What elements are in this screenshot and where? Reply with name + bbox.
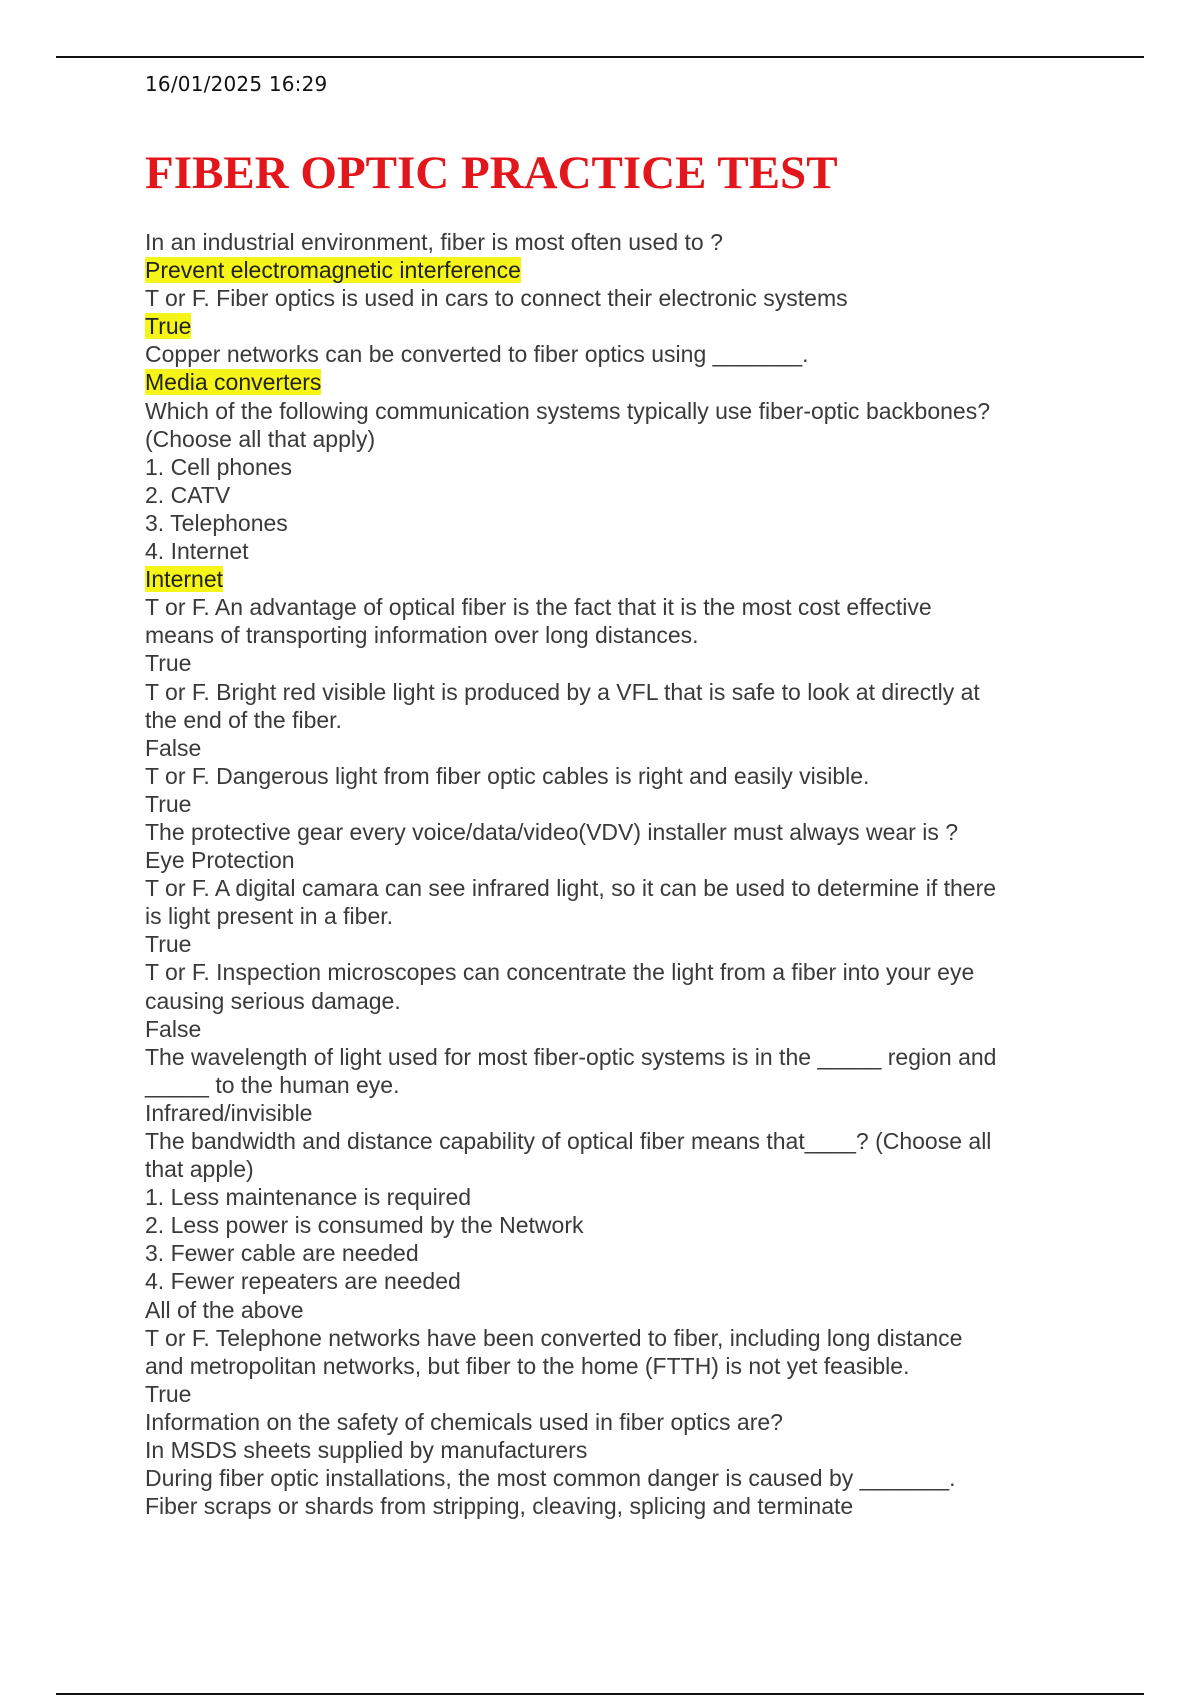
- line-text: T or F. Fiber optics is used in cars to connect their electronic systems: [145, 285, 848, 312]
- text-line: [145, 1071, 1145, 1099]
- text-line: [145, 649, 1145, 677]
- text-line: [145, 1239, 1145, 1267]
- line-text: True: [145, 790, 192, 817]
- line-text: False: [145, 1015, 202, 1042]
- text-line: [145, 987, 1145, 1015]
- text-line: [145, 678, 1145, 706]
- text-line: [145, 621, 1145, 649]
- line-text: T or F. Dangerous light from fiber optic cables is right and easily visible.: [145, 762, 870, 789]
- line-text: 2. Less power is consumed by the Network: [145, 1212, 584, 1239]
- text-line: [145, 902, 1145, 930]
- line-text: Eye Protection: [145, 847, 295, 874]
- footer-rule: [56, 1693, 1144, 1695]
- highlighted-answer-line: [145, 312, 1145, 340]
- text-line: [145, 930, 1145, 958]
- answer-highlight: Internet: [145, 566, 223, 593]
- highlighted-answer-line: [145, 368, 1145, 396]
- answer-highlight: Media converters: [145, 369, 322, 396]
- line-text: During fiber optic installations, the most common danger is caused by _______.: [145, 1465, 956, 1492]
- text-line: [145, 509, 1145, 537]
- line-text: (Choose all that apply): [145, 425, 376, 452]
- line-text: False: [145, 734, 202, 761]
- line-text: _____ to the human eye.: [145, 1071, 400, 1098]
- highlighted-answer-line: [145, 565, 1145, 593]
- line-text: In an industrial environment, fiber is most often used to ?: [145, 229, 723, 255]
- text-line: [145, 1015, 1145, 1043]
- text-line: [145, 790, 1145, 818]
- text-line: [145, 762, 1145, 790]
- text-line: [145, 874, 1145, 902]
- text-line: [145, 1408, 1145, 1436]
- text-line: [145, 1352, 1145, 1380]
- text-line: [145, 818, 1145, 846]
- line-text: T or F. A digital camara can see infrared light, so it can be used to determine if there: [145, 875, 997, 902]
- text-line: [145, 1464, 1145, 1492]
- text-line: [145, 706, 1145, 734]
- text-line: [145, 1211, 1145, 1239]
- text-line: [145, 1183, 1145, 1211]
- text-line: [145, 1380, 1145, 1408]
- line-text: 3. Telephones: [145, 509, 288, 536]
- line-text: 1. Cell phones: [145, 453, 293, 480]
- line-text: Copper networks can be converted to fiber optics using _______.: [145, 341, 809, 368]
- text-line: [145, 228, 1145, 256]
- line-text: True: [145, 931, 192, 958]
- text-line: [145, 1267, 1145, 1295]
- line-text: Which of the following communication systems typically use fiber-optic backbones?: [145, 397, 990, 424]
- text-line: [145, 1043, 1145, 1071]
- line-text: 4. Fewer repeaters are needed: [145, 1268, 461, 1295]
- line-text: The protective gear every voice/data/video(VDV) installer must always wear is ?: [145, 818, 959, 845]
- line-text: 2. CATV: [145, 481, 231, 508]
- text-line: [145, 1324, 1145, 1352]
- text-line: [145, 1296, 1145, 1324]
- line-text: T or F. Bright red visible light is produced by a VFL that is safe to look at directly at: [145, 678, 980, 705]
- line-text: causing serious damage.: [145, 987, 401, 1014]
- text-line: [145, 397, 1145, 425]
- text-line: [145, 1099, 1145, 1127]
- document-title: FIBER OPTIC PRACTICE TEST: [145, 147, 838, 199]
- text-line: [145, 481, 1145, 509]
- line-text: and metropolitan networks, but fiber to the home (FTTH) is not yet feasible.: [145, 1352, 910, 1379]
- text-line: [145, 453, 1145, 481]
- line-text: 4. Internet: [145, 538, 249, 565]
- text-line: [145, 537, 1145, 565]
- line-text: T or F. Inspection microscopes can concentrate the light from a fiber into your eye: [145, 959, 975, 986]
- answer-highlight: Prevent electromagnetic interference: [145, 257, 521, 284]
- line-text: The wavelength of light used for most fiber-optic systems is in the _____ region and: [145, 1043, 997, 1070]
- line-text: True: [145, 1380, 192, 1407]
- header-rule: [56, 56, 1144, 58]
- line-text: T or F. An advantage of optical fiber is the fact that it is the most cost effective: [145, 594, 932, 621]
- text-line: [145, 846, 1145, 874]
- text-line: [145, 340, 1145, 368]
- text-line: [145, 593, 1145, 621]
- text-line: [145, 1127, 1145, 1155]
- line-text: Information on the safety of chemicals used in fiber optics are?: [145, 1408, 783, 1435]
- text-line: [145, 425, 1145, 453]
- text-line: [145, 734, 1145, 762]
- print-timestamp: 16/01/2025 16:29: [145, 72, 328, 96]
- line-text: Fiber scraps or shards from stripping, cleaving, splicing and terminate: [145, 1493, 854, 1520]
- line-text: True: [145, 650, 192, 677]
- line-text: the end of the fiber.: [145, 706, 342, 733]
- question-answer-list: [145, 228, 1145, 1520]
- line-text: 1. Less maintenance is required: [145, 1184, 472, 1211]
- text-line: [145, 1436, 1145, 1464]
- line-text: means of transporting information over long distances.: [145, 622, 699, 649]
- line-text: Infrared/invisible: [145, 1099, 313, 1126]
- highlighted-answer-line: [145, 256, 1145, 284]
- line-text: 3. Fewer cable are needed: [145, 1240, 419, 1267]
- text-line: [145, 284, 1145, 312]
- line-text: that apple): [145, 1156, 254, 1183]
- text-line: [145, 1492, 1145, 1520]
- text-line: [145, 958, 1145, 986]
- line-text: T or F. Telephone networks have been converted to fiber, including long distance: [145, 1324, 963, 1351]
- text-line: [145, 1155, 1145, 1183]
- line-text: In MSDS sheets supplied by manufacturers: [145, 1437, 588, 1464]
- line-text: is light present in a fiber.: [145, 903, 394, 930]
- line-text: All of the above: [145, 1296, 304, 1323]
- answer-highlight: True: [145, 313, 192, 340]
- line-text: The bandwidth and distance capability of optical fiber means that____? (Choose all: [145, 1128, 992, 1154]
